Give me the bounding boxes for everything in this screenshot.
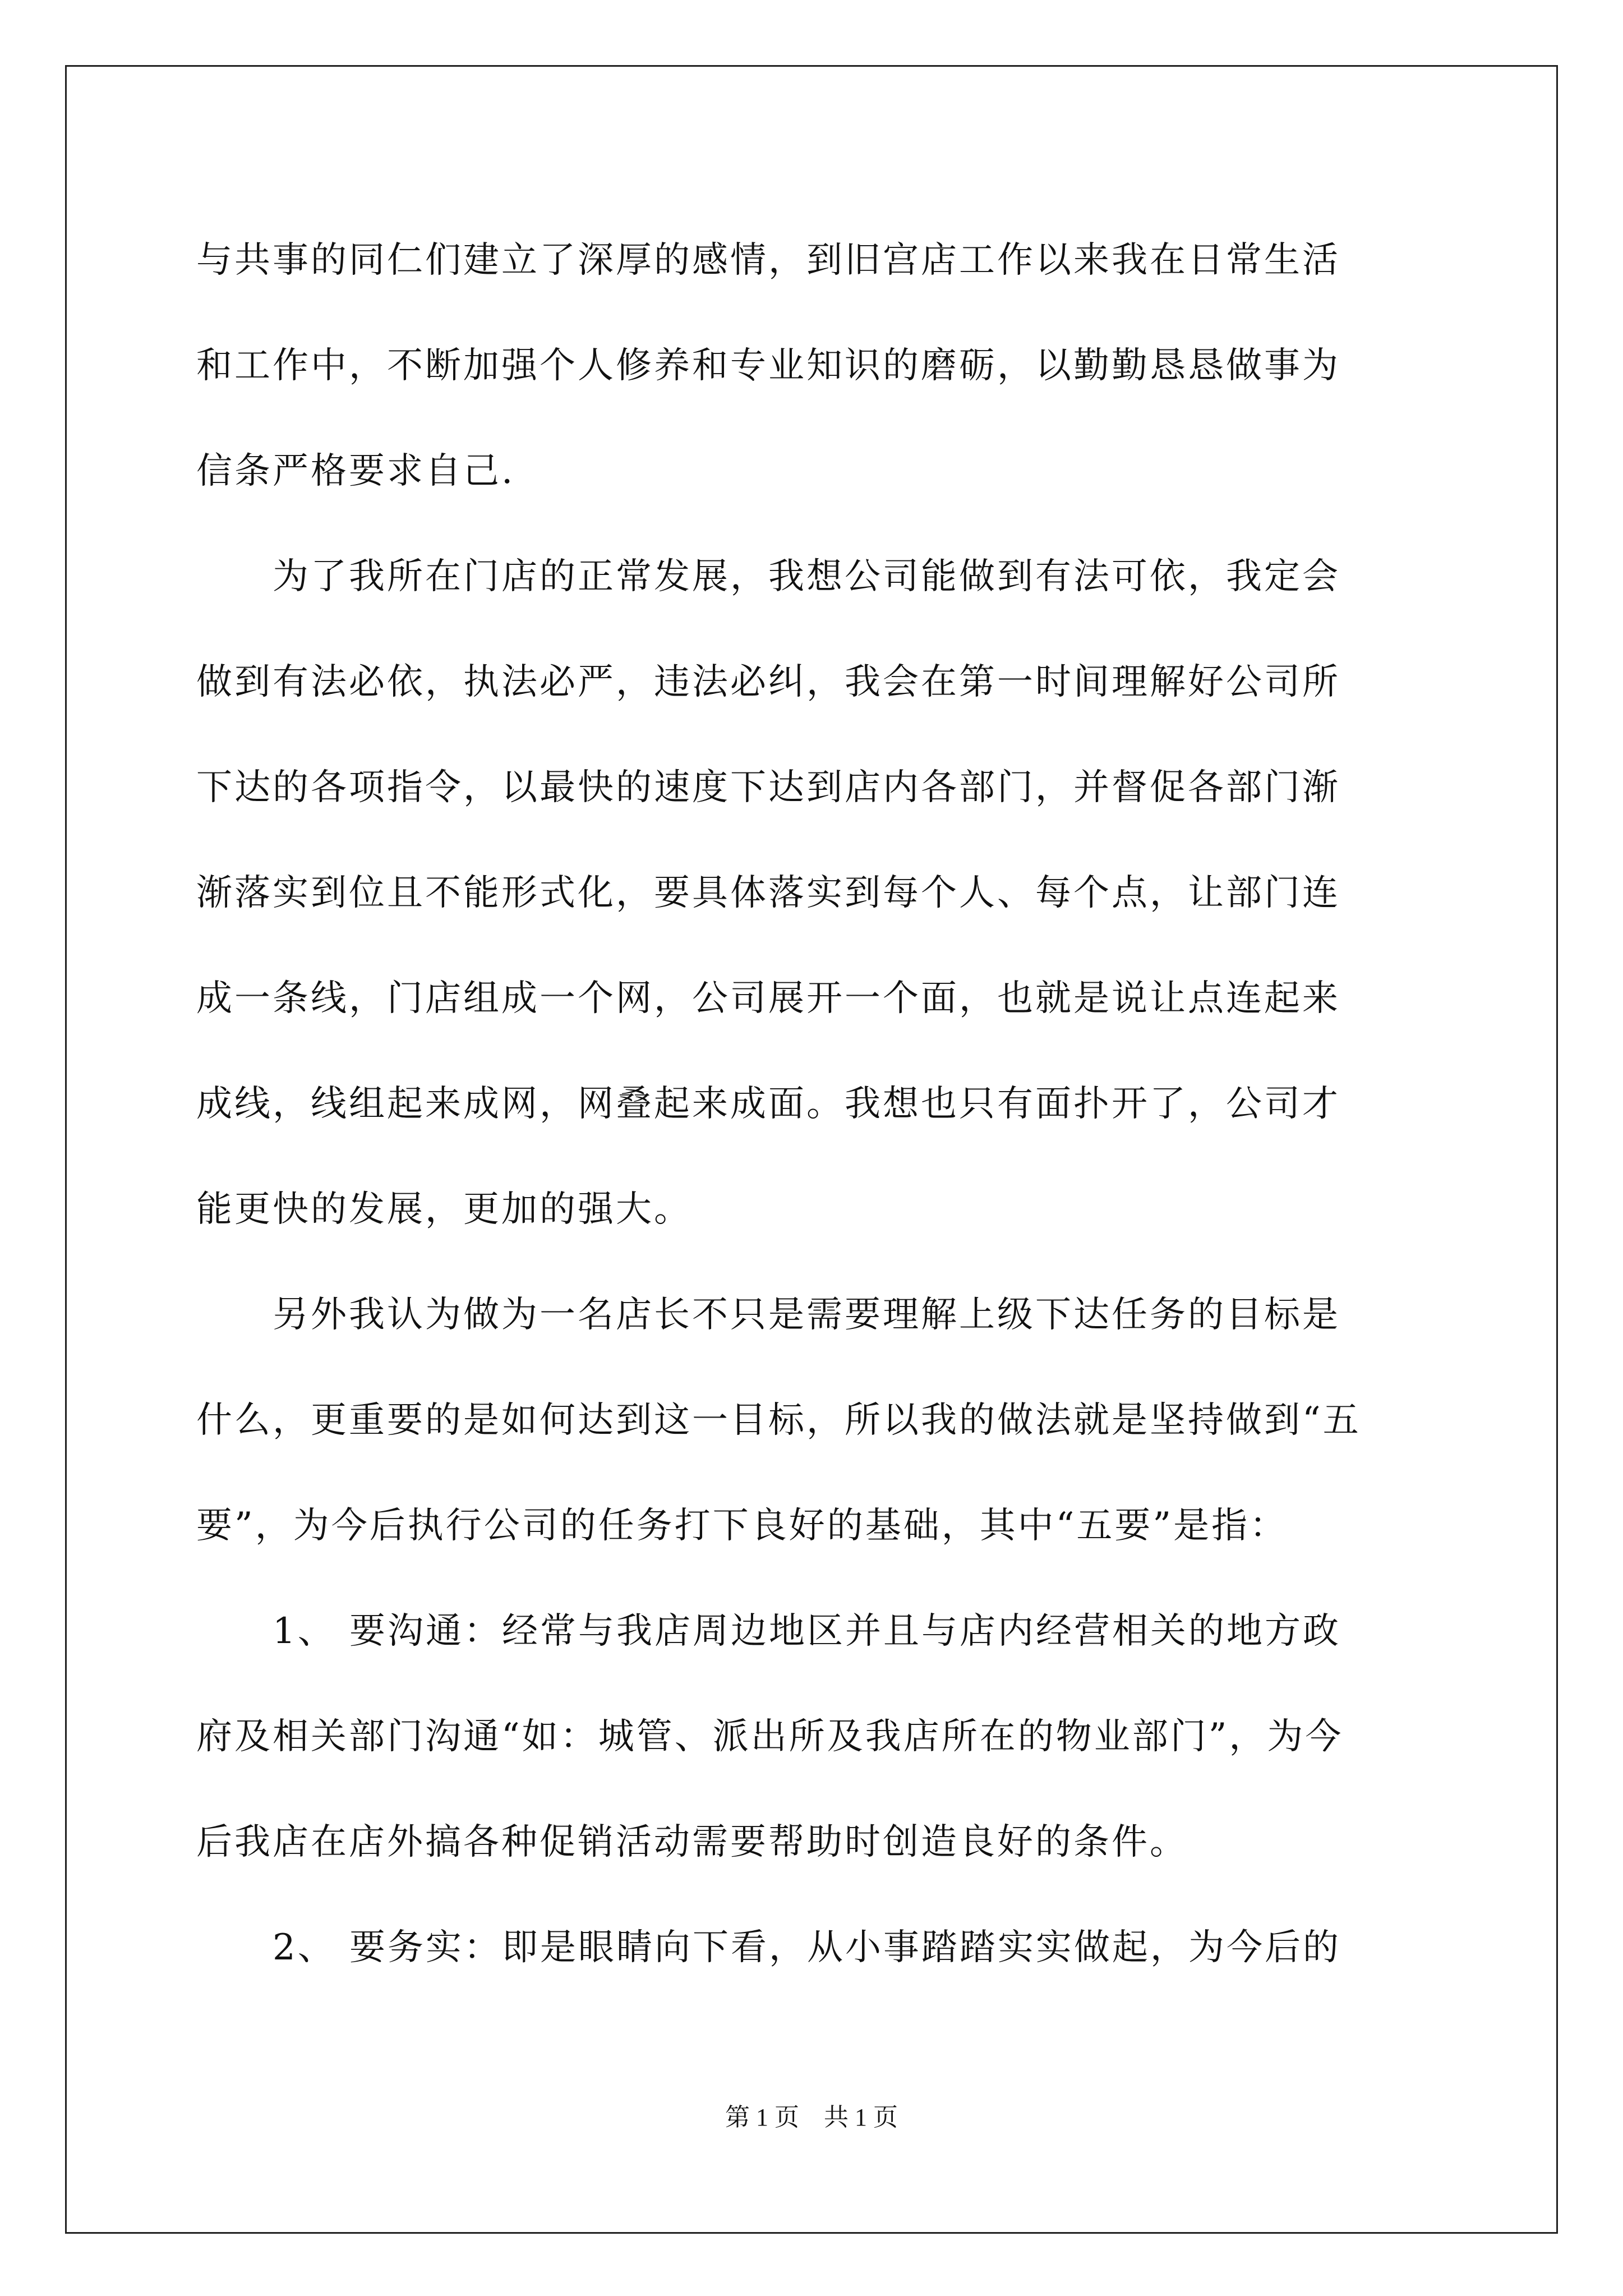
text-line: 能更快的发展，更加的强大。 <box>196 1189 692 1230</box>
document-body <box>196 208 1430 2000</box>
text-line: 什么，更重要的是如何达到这一目标，所以我的做法就是坚持做到“五 <box>196 1400 1361 1441</box>
paragraph-2 <box>196 524 1430 1262</box>
paragraph-3 <box>196 1262 1430 1579</box>
text-line: 1、 要沟通：经常与我店周边地区并且与店内经营相关的地方政 <box>273 1611 1341 1652</box>
page-footer: 第 1 页 共 1 页 <box>725 2104 898 2131</box>
paragraph-1 <box>196 208 1430 524</box>
paragraph-5 <box>196 1895 1430 2000</box>
text-line: 2、 要务实：即是眼睛向下看，从小事踏踏实实做起，为今后的 <box>273 1927 1341 1968</box>
text-line: 与共事的同仁们建立了深厚的感情，到旧宫店工作以来我在日常生活 <box>196 240 1340 281</box>
text-line: 下达的各项指令，以最快的速度下达到店内各部门，并督促各部门渐 <box>196 767 1340 808</box>
text-line: 信条严格要求自己. <box>196 450 515 492</box>
paragraph-4 <box>196 1579 1430 1895</box>
text-line: 成线，线组起来成网，网叠起来成面。我想也只有面扑开了，公司才 <box>196 1083 1340 1125</box>
text-line: 做到有法必依，执法必严，违法必纠，我会在第一时间理解好公司所 <box>196 661 1340 703</box>
text-line: 要”，为今后执行公司的任务打下良好的基础，其中“五要”是指： <box>196 1505 1288 1547</box>
text-line: 另外我认为做为一名店长不只是需要理解上级下达任务的目标是 <box>273 1294 1340 1336</box>
text-line: 渐落实到位且不能形式化，要具体落实到每个人、每个点，让部门连 <box>196 872 1340 914</box>
text-line: 府及相关部门沟通“如：城管、派出所及我店所在的物业部门”，为今 <box>196 1716 1344 1757</box>
text-line: 为了我所在门店的正常发展，我想公司能做到有法可依，我定会 <box>273 556 1340 597</box>
text-line: 和工作中，不断加强个人修养和专业知识的磨砺，以勤勤恳恳做事为 <box>196 345 1340 386</box>
text-line: 后我店在店外搞各种促销活动需要帮助时创造良好的条件。 <box>196 1821 1188 1863</box>
text-line: 成一条线，门店组成一个网，公司展开一个面，也就是说让点连起来 <box>196 978 1340 1019</box>
